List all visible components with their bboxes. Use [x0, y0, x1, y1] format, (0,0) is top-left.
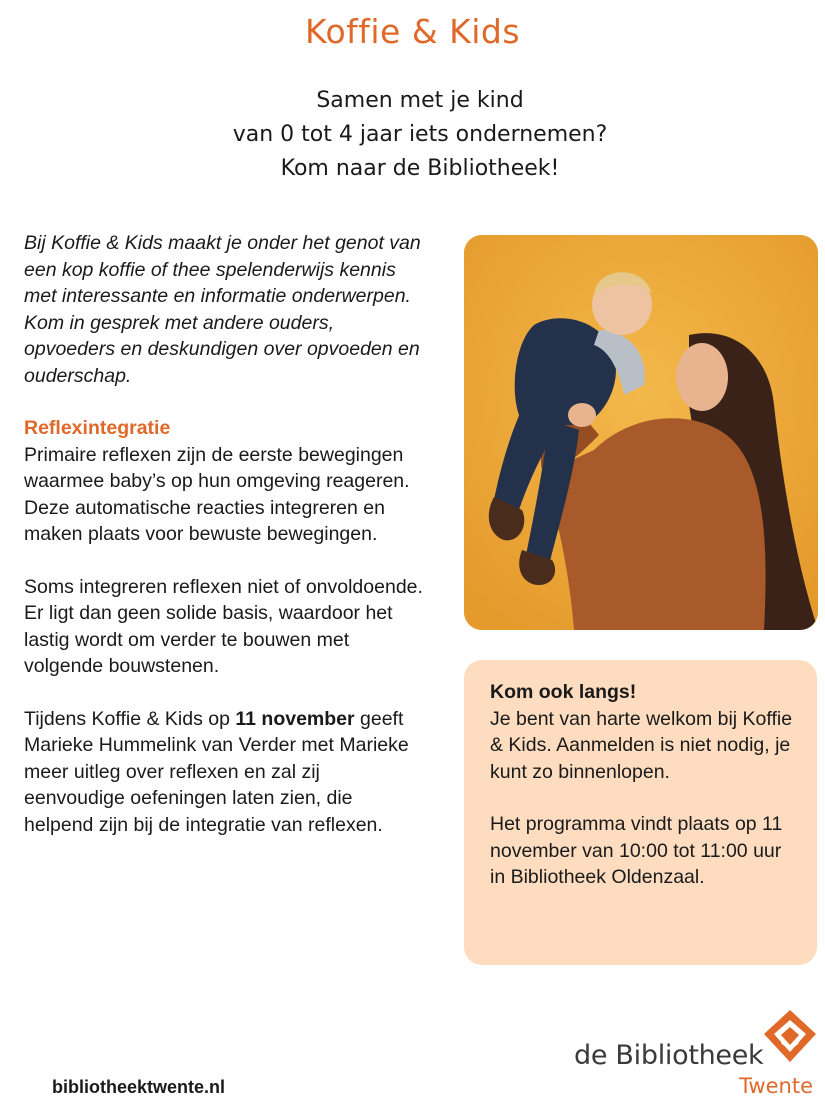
subtitle-line-1: Samen met je kind — [316, 88, 524, 113]
subtitle-line-2: van 0 tot 4 jaar iets ondernemen? — [232, 122, 608, 147]
event-date: 11 november — [235, 707, 355, 730]
info-box-heading: Kom ook langs! — [490, 681, 637, 703]
main-text-column — [24, 230, 424, 838]
section-heading: Reflexintegratie — [24, 417, 171, 439]
paragraph-4-end: geeft Marieke Hummelink van Verder met Marieke meer uitleg over reflexen en zal zij eenvoudige oefeningen laten zien, die helpend zijn bij de integratie van reflexen. — [24, 707, 409, 836]
logo-region: Twente — [739, 1074, 813, 1098]
info-box-text-2: Het programma vindt plaats op 11 november van 10:00 tot 11:00 uur in Bibliotheek Oldenzaal. — [490, 813, 783, 888]
intro-text: Bij Koffie & Kids maakt je onder het genot van een kop koffie of thee spelenderwijs kennis met interessante en informatie onderwerpen. Kom in gesprek met andere ouders, opvoeders en deskundigen over opvoeden en ouderschap. — [24, 232, 421, 387]
paragraph-4-start: Tijdens Koffie & Kids op — [24, 707, 236, 730]
bibliotheek-logo-icon — [762, 1008, 818, 1064]
paragraph-3: Soms integreren reflexen niet of onvoldoende. Er ligt dan geen solide basis, waardoor het lastig wordt om verder te bouwen met volgende bouwstenen. — [24, 575, 423, 677]
mother-child-photo — [464, 235, 818, 630]
paragraph-2: Deze automatische reacties integreren en maken plaats voor bewuste bewegingen. — [24, 496, 385, 545]
info-box — [464, 660, 817, 965]
info-box-text-1: Je bent van harte welkom bij Koffie & Kids. Aanmelden is niet nodig, je kunt zo binnenlopen. — [490, 707, 793, 783]
paragraph-4 — [24, 706, 424, 839]
website-link[interactable]: bibliotheektwente.nl — [52, 1077, 226, 1097]
page-title: Koffie & Kids — [304, 12, 521, 51]
logo-wordmark: de Bibliotheek — [574, 1040, 764, 1071]
subtitle-line-3: Kom naar de Bibliotheek! — [280, 156, 560, 181]
subtitle — [0, 84, 825, 186]
paragraph-1: Primaire reflexen zijn de eerste bewegingen waarmee baby’s op hun omgeving reageren. — [24, 443, 410, 492]
